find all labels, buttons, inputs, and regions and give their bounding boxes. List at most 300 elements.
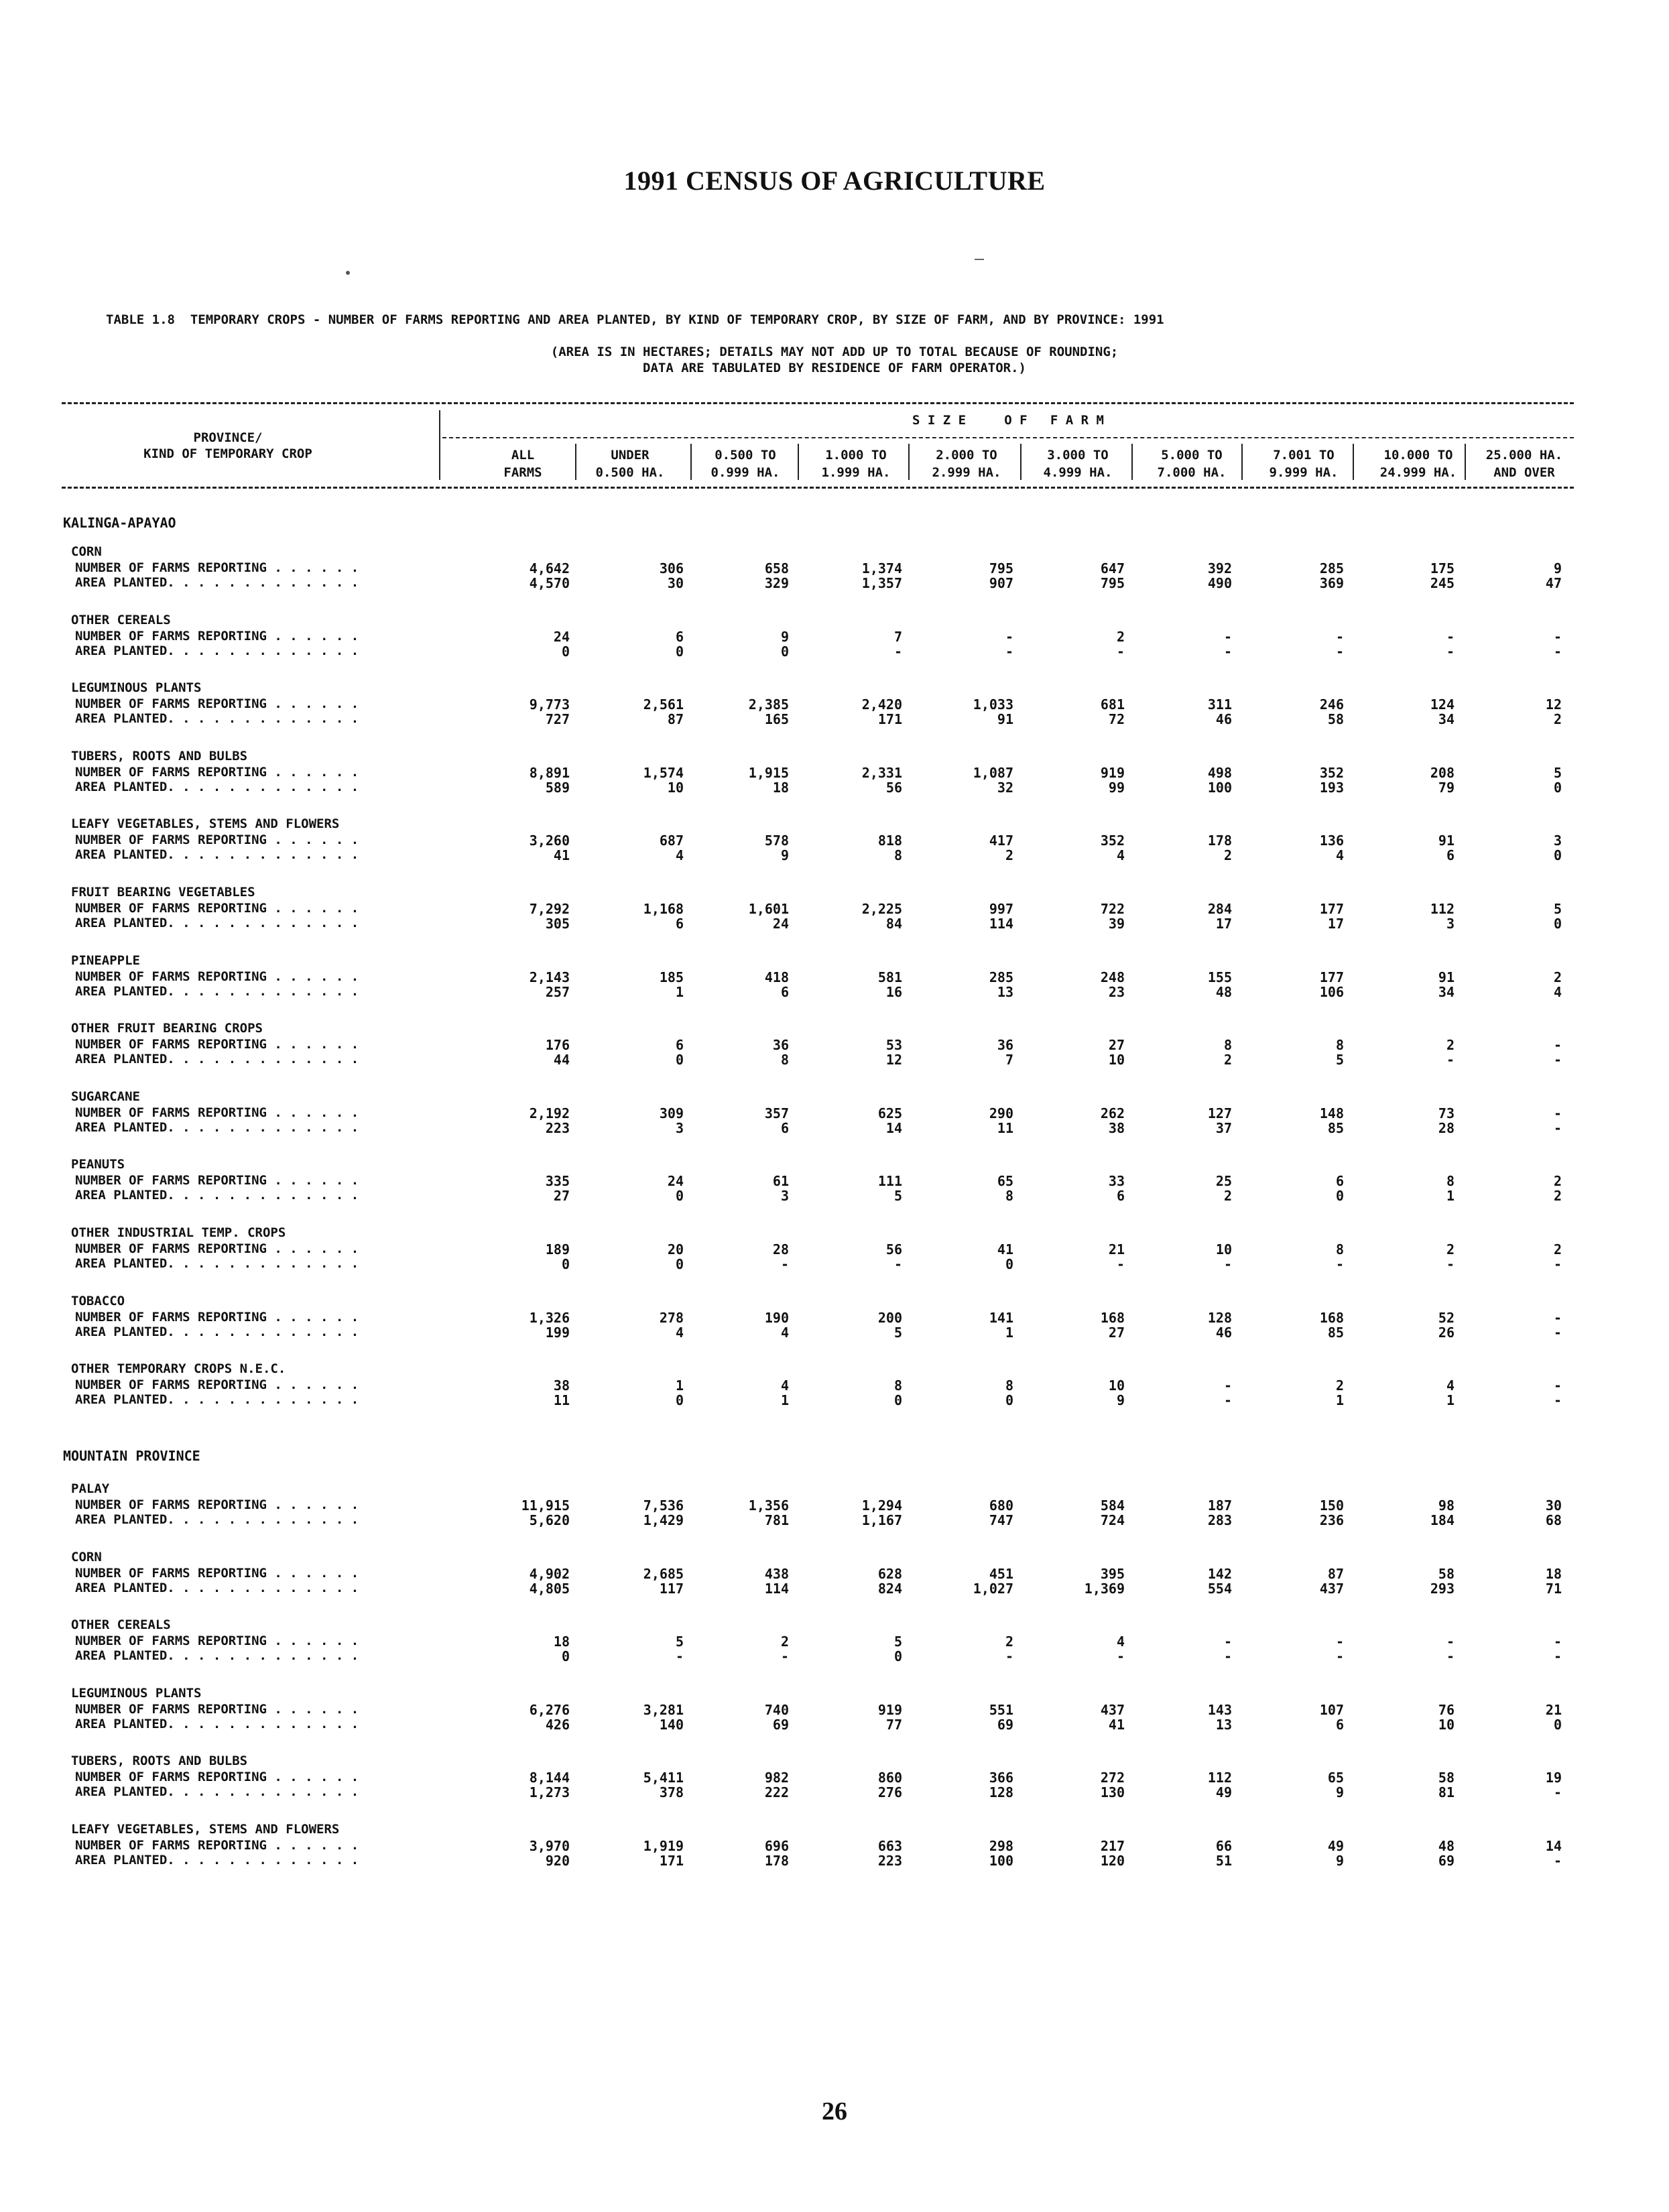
area-planted-cell: 9 [1335, 1853, 1344, 1869]
document-title: 1991 CENSUS OF AGRICULTURE [623, 166, 1046, 196]
area-planted-cell: - [1446, 1052, 1455, 1068]
farms-count-cell: 4 [1446, 1377, 1455, 1394]
area-planted-cell: 13 [997, 984, 1013, 1000]
column-header-9-line-2: 24.999 HA. [1379, 465, 1457, 480]
scan-speck [346, 271, 350, 275]
area-planted-cell: 16 [885, 984, 902, 1000]
area-planted-cell: 6 [1446, 847, 1455, 863]
area-planted-cell: 1 [780, 1392, 789, 1408]
column-divider [439, 410, 440, 480]
farms-count-cell: 208 [1430, 765, 1455, 781]
area-planted-cell: 117 [659, 1581, 684, 1597]
farms-count-cell: 2 [1553, 969, 1562, 985]
area-planted-cell: 0 [893, 1392, 902, 1408]
farms-reporting-label: NUMBER OF FARMS REPORTING . . . . . . [75, 1497, 359, 1512]
area-planted-cell: 795 [1100, 575, 1125, 591]
farms-count-cell: 175 [1430, 560, 1455, 576]
area-planted-cell: 44 [553, 1052, 570, 1068]
area-planted-label: AREA PLANTED. . . . . . . . . . . . . [75, 1325, 359, 1339]
area-planted-cell: 11 [997, 1120, 1013, 1136]
column-header-1-line-2: FARMS [503, 465, 542, 480]
scan-mark [975, 259, 984, 260]
farms-reporting-label: NUMBER OF FARMS REPORTING . . . . . . [75, 1377, 359, 1392]
area-planted-cell: 39 [1108, 916, 1125, 932]
farms-count-cell: 248 [1100, 969, 1125, 985]
area-planted-cell: 727 [545, 711, 570, 727]
area-planted-cell: 6 [780, 1120, 789, 1136]
area-planted-cell: - [1553, 1325, 1562, 1341]
column-header-7-line-2: 7.000 HA. [1157, 465, 1227, 480]
farms-count-cell: 3,970 [529, 1838, 570, 1854]
farms-count-cell: 150 [1319, 1497, 1344, 1514]
farms-count-cell: 2 [1553, 1241, 1562, 1257]
farms-count-cell: 187 [1207, 1497, 1232, 1514]
farms-count-cell: 65 [997, 1173, 1013, 1189]
area-planted-cell: 100 [1207, 780, 1232, 796]
farms-count-cell: 628 [877, 1566, 902, 1582]
area-planted-label: AREA PLANTED. . . . . . . . . . . . . [75, 1784, 359, 1799]
farms-count-cell: 25 [1215, 1173, 1232, 1189]
farms-count-cell: - [1553, 1310, 1562, 1326]
farms-count-cell: 18 [553, 1634, 570, 1650]
area-planted-cell: - [1223, 1648, 1232, 1664]
area-planted-cell: 4 [1116, 847, 1125, 863]
farms-count-cell: 33 [1108, 1173, 1125, 1189]
area-planted-cell: - [1335, 1256, 1344, 1272]
province-name: KALINGA-APAYAO [63, 515, 176, 531]
area-planted-cell: 30 [667, 575, 684, 591]
area-planted-cell: 0 [1335, 1188, 1344, 1204]
farms-reporting-label: NUMBER OF FARMS REPORTING . . . . . . [75, 696, 359, 711]
farms-reporting-label: NUMBER OF FARMS REPORTING . . . . . . [75, 1037, 359, 1052]
area-planted-cell: 87 [667, 711, 684, 727]
farms-count-cell: 73 [1438, 1105, 1455, 1121]
farms-count-cell: 5 [1553, 901, 1562, 917]
farms-count-cell: 49 [1327, 1838, 1344, 1854]
area-planted-label: AREA PLANTED. . . . . . . . . . . . . [75, 916, 359, 930]
farms-count-cell: 2 [780, 1634, 789, 1650]
farms-count-cell: 7,292 [529, 901, 570, 917]
area-planted-cell: - [780, 1648, 789, 1664]
farms-count-cell: 128 [1207, 1310, 1232, 1326]
area-planted-label: AREA PLANTED. . . . . . . . . . . . . [75, 1581, 359, 1595]
area-planted-cell: - [1553, 1120, 1562, 1136]
area-planted-label: AREA PLANTED. . . . . . . . . . . . . [75, 1648, 359, 1663]
area-planted-cell: 5,620 [529, 1512, 570, 1528]
farms-count-cell: 795 [989, 560, 1013, 576]
farms-count-cell: 24 [553, 629, 570, 645]
column-header-8-line-2: 9.999 HA. [1269, 465, 1339, 480]
farms-count-cell: 696 [764, 1838, 789, 1854]
farms-count-cell: 21 [1108, 1241, 1125, 1257]
area-planted-cell: 1 [675, 984, 684, 1000]
area-planted-cell: 32 [997, 780, 1013, 796]
page-number: 26 [822, 2097, 847, 2126]
farms-count-cell: 8,891 [529, 765, 570, 781]
farms-count-cell: 2,143 [529, 969, 570, 985]
area-planted-cell: 193 [1319, 780, 1344, 796]
farms-count-cell: - [1335, 1634, 1344, 1650]
farms-count-cell: 417 [989, 833, 1013, 849]
farms-count-cell: 6 [675, 1037, 684, 1053]
area-planted-cell: - [675, 1648, 684, 1664]
farms-count-cell: 418 [764, 969, 789, 985]
area-planted-cell: 4,570 [529, 575, 570, 591]
farms-count-cell: 176 [545, 1037, 570, 1053]
farms-count-cell: 6 [675, 629, 684, 645]
farms-count-cell: 2,385 [748, 696, 789, 713]
area-planted-cell: 4,805 [529, 1581, 570, 1597]
area-planted-cell: 99 [1108, 780, 1125, 796]
area-planted-cell: 27 [553, 1188, 570, 1204]
farms-count-cell: 284 [1207, 901, 1232, 917]
stub-header-line-2: KIND OF TEMPORARY CROP [143, 446, 312, 461]
column-header-8-line-1: 7.001 TO [1273, 448, 1335, 463]
farms-count-cell: 9 [1553, 560, 1562, 576]
farms-count-cell: 919 [877, 1702, 902, 1718]
area-planted-cell: 71 [1545, 1581, 1562, 1597]
farms-reporting-label: NUMBER OF FARMS REPORTING . . . . . . [75, 901, 359, 916]
area-planted-cell: 0 [780, 643, 789, 660]
area-planted-label: AREA PLANTED. . . . . . . . . . . . . [75, 984, 359, 999]
farms-reporting-label: NUMBER OF FARMS REPORTING . . . . . . [75, 1310, 359, 1325]
area-planted-cell: 6 [1116, 1188, 1125, 1204]
area-planted-cell: 58 [1327, 711, 1344, 727]
farms-count-cell: 4,902 [529, 1566, 570, 1582]
area-planted-cell: 38 [1108, 1120, 1125, 1136]
farms-count-cell: 124 [1430, 696, 1455, 713]
column-header-1-line-1: ALL [511, 448, 535, 463]
farms-count-cell: 24 [667, 1173, 684, 1189]
farms-count-cell: - [1553, 1634, 1562, 1650]
area-planted-label: AREA PLANTED. . . . . . . . . . . . . [75, 847, 359, 862]
area-planted-cell: 23 [1108, 984, 1125, 1000]
farms-count-cell: 19 [1545, 1770, 1562, 1786]
farms-count-cell: 41 [997, 1241, 1013, 1257]
farms-count-cell: - [1446, 1634, 1455, 1650]
area-planted-cell: 293 [1430, 1581, 1455, 1597]
farms-count-cell: 2 [1446, 1037, 1455, 1053]
farms-count-cell: 860 [877, 1770, 902, 1786]
crop-name: PINEAPPLE [71, 953, 140, 968]
farms-count-cell: 87 [1327, 1566, 1344, 1582]
area-planted-cell: 128 [989, 1784, 1013, 1800]
farms-count-cell: 8 [1335, 1037, 1344, 1053]
farms-count-cell: 311 [1207, 696, 1232, 713]
area-planted-cell: 7 [1005, 1052, 1013, 1068]
area-planted-cell: 589 [545, 780, 570, 796]
crop-name: SUGARCANE [71, 1089, 140, 1104]
header-bottom-rule [62, 487, 1574, 489]
farms-count-cell: 141 [989, 1310, 1013, 1326]
area-planted-cell: - [1446, 1648, 1455, 1664]
area-planted-cell: 184 [1430, 1512, 1455, 1528]
area-planted-label: AREA PLANTED. . . . . . . . . . . . . [75, 1052, 359, 1066]
area-planted-cell: 106 [1319, 984, 1344, 1000]
area-planted-cell: 72 [1108, 711, 1125, 727]
farms-count-cell: 919 [1100, 765, 1125, 781]
area-planted-cell: 0 [1553, 847, 1562, 863]
area-planted-cell: 6 [675, 916, 684, 932]
area-planted-cell: 0 [1005, 1392, 1013, 1408]
farms-count-cell: 290 [989, 1105, 1013, 1121]
farms-count-cell: 28 [772, 1241, 789, 1257]
farms-count-cell: 2 [1553, 1173, 1562, 1189]
area-planted-cell: 28 [1438, 1120, 1455, 1136]
area-planted-cell: 1 [1446, 1188, 1455, 1204]
farms-count-cell: 21 [1545, 1702, 1562, 1718]
column-header-7-line-1: 5.000 TO [1161, 448, 1223, 463]
area-planted-cell: 34 [1438, 984, 1455, 1000]
crop-name: OTHER CEREALS [71, 613, 171, 627]
area-planted-cell: 6 [1335, 1717, 1344, 1733]
farms-count-cell: 177 [1319, 969, 1344, 985]
area-planted-cell: 378 [659, 1784, 684, 1800]
crop-name: LEAFY VEGETABLES, STEMS AND FLOWERS [71, 816, 340, 831]
area-planted-cell: 17 [1327, 916, 1344, 932]
farms-count-cell: 647 [1100, 560, 1125, 576]
farms-count-cell: 53 [885, 1037, 902, 1053]
size-of-farm-header: S I Z E O F F A R M [912, 413, 1104, 428]
farms-reporting-label: NUMBER OF FARMS REPORTING . . . . . . [75, 833, 359, 847]
farms-count-cell: - [1335, 629, 1344, 645]
farms-count-cell: 20 [667, 1241, 684, 1257]
farms-reporting-label: NUMBER OF FARMS REPORTING . . . . . . [75, 1105, 359, 1120]
area-planted-cell: 1,167 [861, 1512, 902, 1528]
area-planted-cell: 369 [1319, 575, 1344, 591]
area-planted-cell: 11 [553, 1392, 570, 1408]
area-planted-cell: 0 [893, 1648, 902, 1664]
crop-name: TUBERS, ROOTS AND BULBS [71, 1754, 248, 1768]
area-planted-cell: - [1116, 1648, 1125, 1664]
area-planted-cell: 8 [780, 1052, 789, 1068]
farms-count-cell: 1,356 [748, 1497, 789, 1514]
area-planted-cell: 199 [545, 1325, 570, 1341]
area-planted-label: AREA PLANTED. . . . . . . . . . . . . [75, 1512, 359, 1527]
area-planted-label: AREA PLANTED. . . . . . . . . . . . . [75, 1392, 359, 1407]
area-planted-cell: 9 [1116, 1392, 1125, 1408]
area-planted-cell: 14 [885, 1120, 902, 1136]
column-header-2-line-1: UNDER [611, 448, 650, 463]
area-planted-cell: 554 [1207, 1581, 1232, 1597]
farms-count-cell: 2,192 [529, 1105, 570, 1121]
area-planted-cell: 48 [1215, 984, 1232, 1000]
farms-count-cell: 2,685 [643, 1566, 684, 1582]
area-planted-cell: - [1553, 1784, 1562, 1800]
area-planted-cell: 120 [1100, 1853, 1125, 1869]
farms-count-cell: 58 [1438, 1770, 1455, 1786]
farms-count-cell: - [1553, 1105, 1562, 1121]
farms-count-cell: 352 [1100, 833, 1125, 849]
farms-count-cell: 217 [1100, 1838, 1125, 1854]
area-planted-cell: 41 [1108, 1717, 1125, 1733]
farms-count-cell: 366 [989, 1770, 1013, 1786]
area-planted-cell: 3 [780, 1188, 789, 1204]
area-planted-cell: 47 [1545, 575, 1562, 591]
area-planted-cell: - [1553, 1853, 1562, 1869]
farms-count-cell: 1,915 [748, 765, 789, 781]
area-planted-cell: 824 [877, 1581, 902, 1597]
area-planted-cell: 0 [561, 1648, 570, 1664]
area-planted-cell: 1 [1005, 1325, 1013, 1341]
area-planted-cell: 34 [1438, 711, 1455, 727]
farms-count-cell: 8 [893, 1377, 902, 1394]
area-planted-cell: 724 [1100, 1512, 1125, 1528]
farms-count-cell: 584 [1100, 1497, 1125, 1514]
farms-count-cell: 818 [877, 833, 902, 849]
area-planted-cell: - [1223, 643, 1232, 660]
area-planted-cell: 10 [667, 780, 684, 796]
area-planted-cell: 114 [764, 1581, 789, 1597]
farms-count-cell: 1,919 [643, 1838, 684, 1854]
farms-reporting-label: NUMBER OF FARMS REPORTING . . . . . . [75, 1702, 359, 1717]
area-planted-cell: 27 [1108, 1325, 1125, 1341]
farms-count-cell: 91 [1438, 833, 1455, 849]
farms-count-cell: 8 [1005, 1377, 1013, 1394]
farms-reporting-label: NUMBER OF FARMS REPORTING . . . . . . [75, 765, 359, 780]
farms-count-cell: 66 [1215, 1838, 1232, 1854]
farms-count-cell: 12 [1545, 696, 1562, 713]
area-planted-label: AREA PLANTED. . . . . . . . . . . . . [75, 1188, 359, 1203]
crop-name: TUBERS, ROOTS AND BULBS [71, 749, 248, 763]
farms-count-cell: 6 [1335, 1173, 1344, 1189]
farms-count-cell: 76 [1438, 1702, 1455, 1718]
area-planted-cell: 46 [1215, 1325, 1232, 1341]
area-planted-cell: 17 [1215, 916, 1232, 932]
column-header-2-line-2: 0.500 HA. [595, 465, 665, 480]
area-planted-cell: 51 [1215, 1853, 1232, 1869]
farms-count-cell: 5,411 [643, 1770, 684, 1786]
area-planted-cell: 56 [885, 780, 902, 796]
farms-count-cell: - [1223, 1634, 1232, 1650]
farms-count-cell: 189 [545, 1241, 570, 1257]
area-planted-cell: - [1335, 1648, 1344, 1664]
farms-count-cell: 298 [989, 1838, 1013, 1854]
column-header-4-line-1: 1.000 TO [825, 448, 887, 463]
farms-count-cell: 190 [764, 1310, 789, 1326]
area-planted-cell: 178 [764, 1853, 789, 1869]
farms-count-cell: 997 [989, 901, 1013, 917]
area-planted-cell: 114 [989, 916, 1013, 932]
area-planted-cell: 4 [1553, 984, 1562, 1000]
area-planted-cell: - [1553, 1052, 1562, 1068]
column-header-5-line-2: 2.999 HA. [932, 465, 1001, 480]
area-planted-cell: 0 [675, 1256, 684, 1272]
farms-count-cell: 5 [675, 1634, 684, 1650]
area-planted-cell: 68 [1545, 1512, 1562, 1528]
area-planted-cell: 85 [1327, 1325, 1344, 1341]
area-planted-cell: 5 [1335, 1052, 1344, 1068]
area-planted-cell: - [1223, 1256, 1232, 1272]
area-planted-label: AREA PLANTED. . . . . . . . . . . . . [75, 643, 359, 658]
farms-count-cell: - [1553, 1037, 1562, 1053]
area-planted-cell: 4 [675, 1325, 684, 1341]
farms-count-cell: 1,326 [529, 1310, 570, 1326]
farms-count-cell: 14 [1545, 1838, 1562, 1854]
area-planted-cell: 0 [1553, 916, 1562, 932]
farms-count-cell: 2,225 [861, 901, 902, 917]
area-planted-cell: 1 [1446, 1392, 1455, 1408]
crop-name: LEAFY VEGETABLES, STEMS AND FLOWERS [71, 1822, 340, 1837]
area-planted-cell: 77 [885, 1717, 902, 1733]
farms-count-cell: 1,374 [861, 560, 902, 576]
column-header-6-line-1: 3.000 TO [1047, 448, 1109, 463]
farms-count-cell: 1,168 [643, 901, 684, 917]
area-planted-cell: 165 [764, 711, 789, 727]
column-header-10-line-2: AND OVER [1493, 465, 1555, 480]
farms-count-cell: 38 [553, 1377, 570, 1394]
area-planted-cell: 2 [1223, 847, 1232, 863]
farms-count-cell: 7 [893, 629, 902, 645]
farms-count-cell: 107 [1319, 1702, 1344, 1718]
area-planted-cell: 81 [1438, 1784, 1455, 1800]
farms-count-cell: 48 [1438, 1838, 1455, 1854]
area-planted-cell: 13 [1215, 1717, 1232, 1733]
area-planted-cell: 18 [772, 780, 789, 796]
crop-name: LEGUMINOUS PLANTS [71, 680, 202, 695]
farms-count-cell: 8 [1223, 1037, 1232, 1053]
crop-name: OTHER CEREALS [71, 1617, 171, 1632]
area-planted-cell: 257 [545, 984, 570, 1000]
farms-count-cell: 395 [1100, 1566, 1125, 1582]
farms-count-cell: 36 [772, 1037, 789, 1053]
farms-count-cell: 982 [764, 1770, 789, 1786]
farms-count-cell: 8,144 [529, 1770, 570, 1786]
farms-count-cell: 8 [1446, 1173, 1455, 1189]
area-planted-cell: 26 [1438, 1325, 1455, 1341]
area-planted-cell: - [1223, 1392, 1232, 1408]
area-planted-cell: 41 [553, 847, 570, 863]
area-planted-cell: 4 [780, 1325, 789, 1341]
area-planted-cell: 130 [1100, 1784, 1125, 1800]
area-planted-cell: - [1553, 1392, 1562, 1408]
area-planted-cell: 276 [877, 1784, 902, 1800]
farms-count-cell: 1,294 [861, 1497, 902, 1514]
farms-count-cell: 168 [1100, 1310, 1125, 1326]
area-planted-cell: 6 [780, 984, 789, 1000]
farms-count-cell: - [1005, 629, 1013, 645]
area-planted-cell: 2 [1553, 1188, 1562, 1204]
farms-count-cell: 1,087 [973, 765, 1013, 781]
area-planted-cell: 69 [772, 1717, 789, 1733]
area-planted-cell: 920 [545, 1853, 570, 1869]
farms-count-cell: 142 [1207, 1566, 1232, 1582]
area-planted-label: AREA PLANTED. . . . . . . . . . . . . [75, 780, 359, 794]
area-planted-cell: 781 [764, 1512, 789, 1528]
farms-count-cell: 438 [764, 1566, 789, 1582]
farms-count-cell: 2 [1335, 1377, 1344, 1394]
farms-count-cell: 625 [877, 1105, 902, 1121]
farms-reporting-label: NUMBER OF FARMS REPORTING . . . . . . [75, 1566, 359, 1581]
farms-count-cell: 10 [1108, 1377, 1125, 1394]
crop-name: OTHER TEMPORARY CROPS N.E.C. [71, 1361, 286, 1376]
area-planted-cell: 245 [1430, 575, 1455, 591]
area-planted-cell: 5 [893, 1325, 902, 1341]
farms-count-cell: 278 [659, 1310, 684, 1326]
area-planted-label: AREA PLANTED. . . . . . . . . . . . . [75, 1717, 359, 1731]
column-header-3-line-2: 0.999 HA. [710, 465, 780, 480]
area-planted-cell: - [1553, 1648, 1562, 1664]
farms-count-cell: 2 [1116, 629, 1125, 645]
area-planted-cell: 37 [1215, 1120, 1232, 1136]
area-planted-cell: 91 [997, 711, 1013, 727]
farms-count-cell: 27 [1108, 1037, 1125, 1053]
farms-count-cell: 58 [1438, 1566, 1455, 1582]
column-header-5-line-1: 2.000 TO [936, 448, 997, 463]
farms-count-cell: 91 [1438, 969, 1455, 985]
area-planted-cell: 8 [893, 847, 902, 863]
farms-count-cell: 3 [1553, 833, 1562, 849]
